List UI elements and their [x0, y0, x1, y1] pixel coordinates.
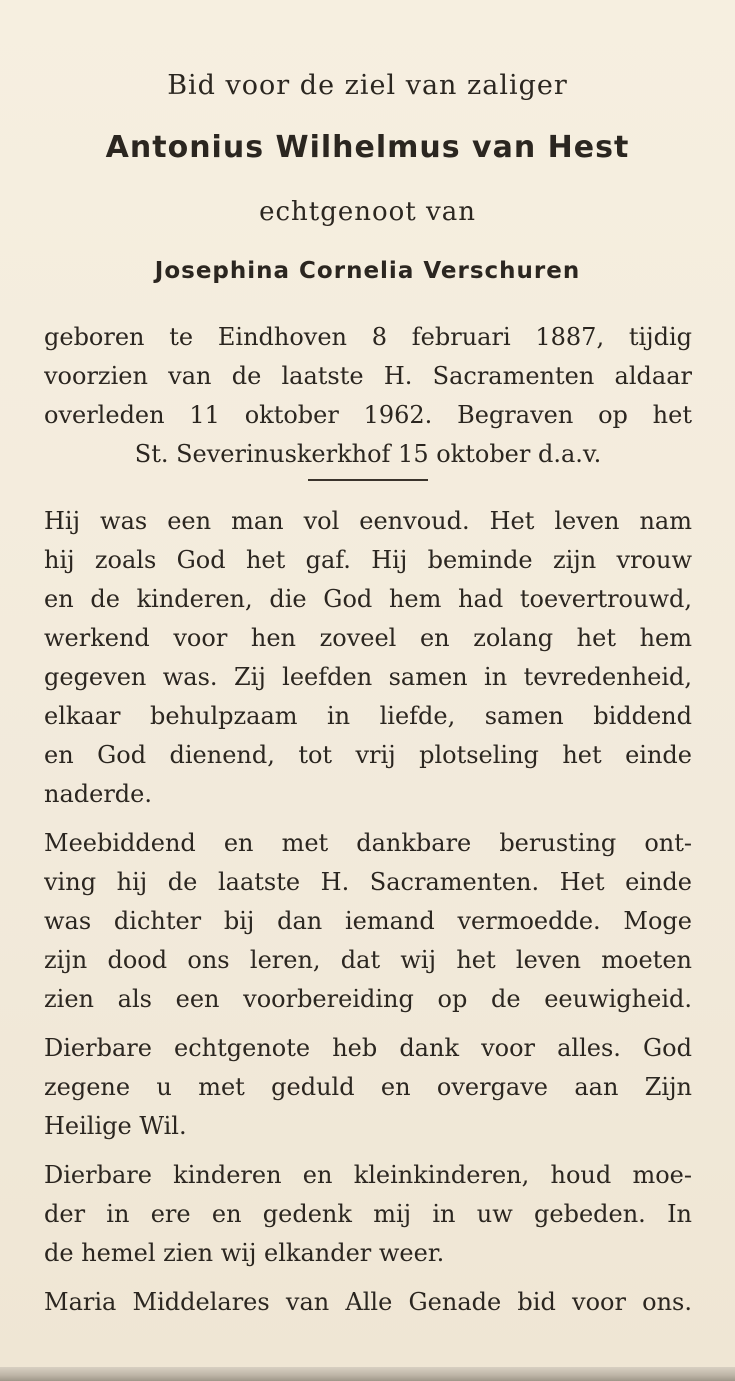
facts-line: St. Severinuskerkhof 15 oktober d.a.v.	[134, 440, 602, 468]
paragraph-line: Hij was een man vol eenvoud. Het leven nam	[44, 507, 692, 535]
paragraph-line: naderde.	[44, 780, 152, 808]
facts-line: overleden 11 oktober 1962. Begraven op het	[44, 401, 692, 429]
spouse-name: Josephina Cornelia Verschuren	[154, 258, 581, 284]
divider	[308, 479, 428, 481]
paragraph-line: en God dienend, tot vrij plotseling het einde	[44, 741, 692, 769]
life-facts	[44, 318, 692, 474]
paragraph-line: Dierbare echtgenote heb dank voor alles. God	[44, 1034, 692, 1062]
paragraph-line: gegeven was. Zij leefden samen in tevredenheid,	[44, 663, 692, 691]
card-bottom-edge	[0, 1367, 735, 1381]
spouse-label: echtgenoot van	[259, 197, 476, 227]
closing-line: Maria Middelares van Alle Genade bid voor ons.	[44, 1288, 692, 1316]
paragraph-line: der in ere en gedenk mij in uw gebeden. In	[44, 1200, 692, 1228]
paragraph-line: werkend voor hen zoveel en zolang het hem	[44, 624, 692, 652]
paragraph-line: zien als een voorbereiding op de eeuwigheid.	[44, 985, 692, 1013]
paragraph-line: en de kinderen, die God hem had toevertrouwd,	[44, 585, 692, 613]
paragraph-line: Heilige Wil.	[44, 1112, 187, 1140]
facts-line: geboren te Eindhoven 8 februari 1887, tijdig	[44, 323, 692, 351]
closing-prayer	[44, 1283, 692, 1322]
paragraph-sacraments	[44, 824, 692, 1019]
paragraph-line: ving hij de laatste H. Sacramenten. Het einde	[44, 868, 692, 896]
paragraph-line: Dierbare kinderen en kleinkinderen, houd moe-	[44, 1161, 692, 1189]
paragraph-line: elkaar behulpzaam in liefde, samen biddend	[44, 702, 692, 730]
intro-line: Bid voor de ziel van zaliger	[167, 70, 568, 101]
paragraph-spouse	[44, 1029, 692, 1146]
paragraph-line: de hemel zien wij elkander weer.	[44, 1239, 445, 1267]
paragraph-line: zijn dood ons leren, dat wij het leven moeten	[44, 946, 692, 974]
paragraph-line: Meebiddend en met dankbare berusting ont-	[44, 829, 692, 857]
paragraph-line: was dichter bij dan iemand vermoedde. Moge	[44, 907, 692, 935]
paragraph-line: zegene u met geduld en overgave aan Zijn	[44, 1073, 692, 1101]
paragraph-line: hij zoals God het gaf. Hij beminde zijn vrouw	[44, 546, 692, 574]
facts-line: voorzien van de laatste H. Sacramenten aldaar	[44, 362, 692, 390]
deceased-name: Antonius Wilhelmus van Hest	[105, 130, 630, 165]
paragraph-character	[44, 502, 692, 814]
paragraph-children	[44, 1156, 692, 1273]
